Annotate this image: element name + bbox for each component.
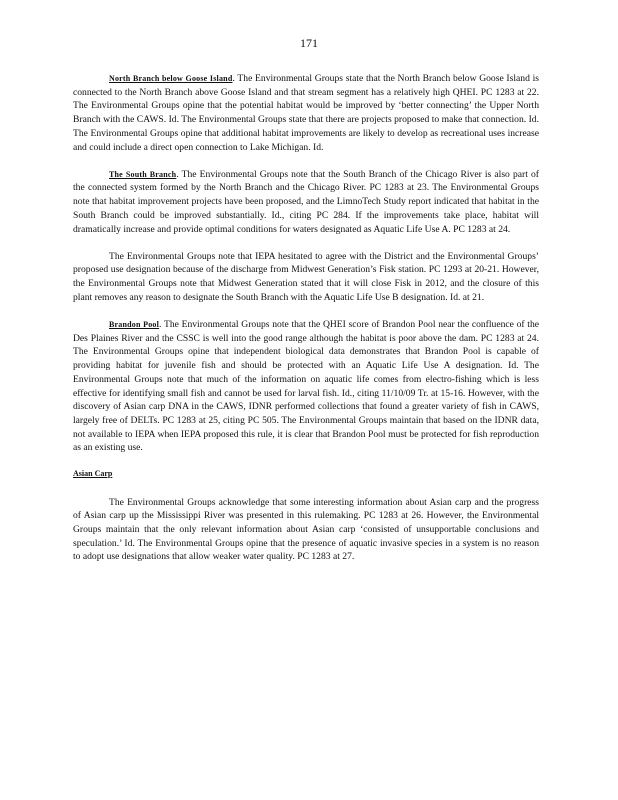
paragraph-text: . The Environmental Groups note that the QHEI score of Brandon Pool near the confluence of the Des Plaines River and the CSSC is well into the good range although the habitat is poor above the dam. PC 1283 at 24. The Environmental Groups opine that independent biological data demonstrates that Brandon Pool is capable of providing habitat for juvenile fish and should be protected with an Aquatic Life Use A designation. Id. The Environmental Groups note that much of the information on aquatic life comes from electro-fishing which is less effective for identifying small fish and cannot be used for larval fish. Id., citing 11/10/09 Tr. at 15-16. However, with the discovery of Asian carp DNA in the CAWS, IDNR performed collections that found a greater variety of fish in CAWS, largely free of DELTs. PC 1283 at 25, citing PC 505. The Environmental Groups maintain that based on the IDNR data, not available to IEPA when IEPA proposed this rule, it is clear that Brandon Pool must be protected for fish reproduction as an existing use. [73,319,539,454]
paragraph-text: . The Environmental Groups note that the South Branch of the Chicago River is also part of the connected system formed by the North Branch and the Chicago River. PC 1283 at 23. The Environmental Groups note that habitat improvement projects have been proposed, and the LimnoTech Study report indicated that habitat in the South Branch could be improved substantially. Id., citing PC 284. If the improvements take place, habitat will dramatically increase and provide optimal conditions for waters designated as Aquatic Life Use A. PC 1283 at 24. [73,168,539,235]
paragraph-fisk-station [73,250,539,305]
page-number: 171 [300,36,318,50]
heading-north-branch: North Branch below Goose Island [109,74,233,83]
paragraph-north-branch [73,72,539,154]
paragraph-text: The Environmental Groups note that IEPA hesitated to agree with the District and the Environmental Groups’ proposed use designation because of the discharge from Midwest Generation’s Fisk station. PC 1293 at 20-21. However, the Environmental Groups note that Midwest Generation stated that it will close Fisk in 2012, and the closure of this plant removes any reason to designate the South Branch with the Aquatic Life Use B designation. Id. at 21. [73,250,539,303]
section-heading-asian-carp: Asian Carp [73,468,113,478]
paragraph-south-branch [73,168,539,237]
paragraph-text: . The Environmental Groups state that the North Branch below Goose Island is connected to the North Branch above Goose Island and that stream segment has a relatively high QHEI. PC 1283 at 22. The Environmental Groups opine that the potential habitat would be improved by ‘better connecting’ the Upper North Branch with the CAWS. Id. The Environmental Groups state that there are projects proposed to make that connection. Id. The Environmental Groups opine that additional habitat improvements are likely to develop as recreational uses increase and could include a direct open connection to Lake Michigan. Id. [73,73,539,153]
heading-south-branch: The South Branch [109,169,177,179]
heading-brandon-pool: Brandon Pool [109,320,160,330]
paragraph-brandon-pool [73,318,539,455]
page-content [73,72,539,578]
paragraph-asian-carp: The Environmental Groups acknowledge that some interesting information about Asian carp and the progress of Asian carp up the Mississippi River was presented in this rulemaking. PC 1283 at 26. However, the Environmental Groups maintain that the only relevant information about Asian carp ‘consisted of unsupportable conclusions and speculation.’ Id. The Environmental Groups opine that the presence of aquatic invasive species in a system is no reason to adopt use designations that allow weaker water quality. PC 1283 at 27. [73,496,539,563]
